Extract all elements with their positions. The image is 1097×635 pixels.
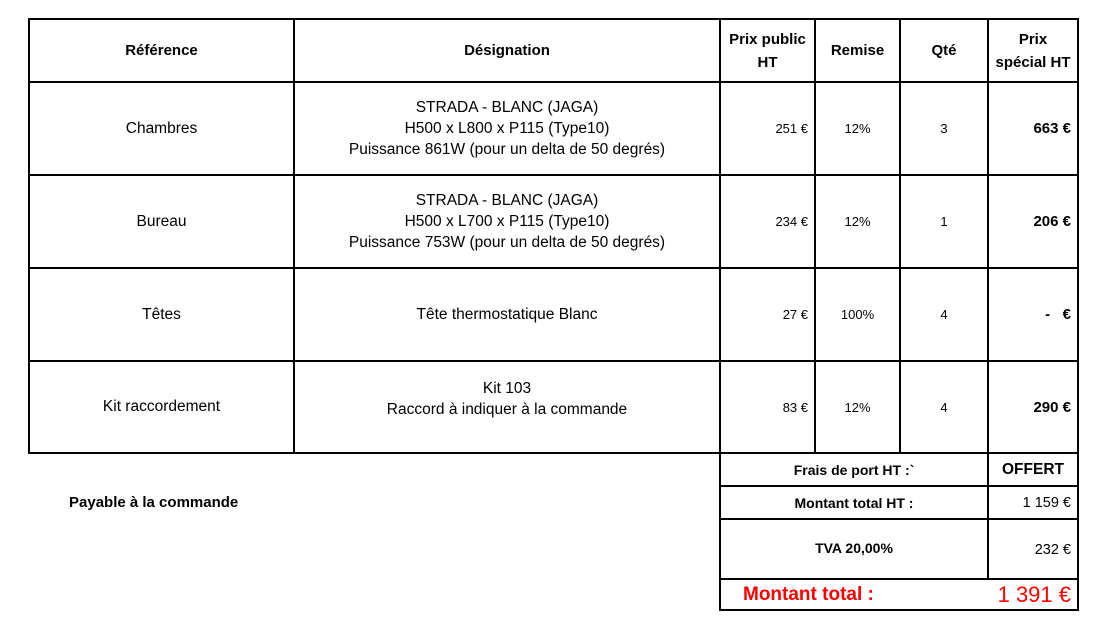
montant-ht-value bbox=[989, 487, 1077, 518]
row-prix-public bbox=[721, 83, 814, 174]
row-reference-text: Bureau bbox=[136, 212, 187, 230]
header-designation bbox=[295, 20, 719, 81]
row-remise bbox=[816, 83, 899, 174]
row-prix-public bbox=[721, 362, 814, 452]
header-remise-label: Remise bbox=[830, 42, 885, 59]
summary-divider bbox=[719, 578, 1079, 580]
row-reference bbox=[30, 83, 293, 174]
prix-special-value: - € bbox=[1045, 306, 1071, 323]
total-value-text: 1 391 € bbox=[997, 582, 1071, 607]
header-prix-special-line1: Prix bbox=[1018, 30, 1048, 48]
header-qte-label: Qté bbox=[931, 42, 957, 59]
prix-special-value: 663 € bbox=[1033, 120, 1071, 137]
qte-value: 3 bbox=[940, 121, 948, 136]
prix-public-value: 251 € bbox=[775, 121, 808, 136]
row-prix-special bbox=[989, 269, 1077, 360]
header-designation-label: Désignation bbox=[464, 42, 550, 59]
row-remise bbox=[816, 176, 899, 267]
prix-special-value: 206 € bbox=[1033, 213, 1071, 230]
row-prix-public bbox=[721, 269, 814, 360]
header-prix-public bbox=[721, 20, 814, 81]
row-qte bbox=[901, 362, 987, 452]
frais-port-label-text: Frais de port HT :` bbox=[793, 461, 915, 478]
header-reference-label: Référence bbox=[125, 42, 198, 59]
total-value bbox=[950, 582, 1071, 608]
row-designation bbox=[295, 269, 719, 360]
row-reference-text: Chambres bbox=[125, 119, 198, 137]
row-reference-text: Kit raccordement bbox=[102, 398, 221, 415]
designation-line: STRADA - BLANC (JAGA) bbox=[415, 99, 599, 116]
designation-line: Puissance 753W (pour un delta de 50 degrés) bbox=[348, 234, 666, 251]
frais-port-label bbox=[721, 454, 987, 485]
row-remise bbox=[816, 362, 899, 452]
remise-value: 12% bbox=[844, 399, 871, 415]
tva-label-text: TVA 20,00% bbox=[815, 540, 893, 556]
tva-value-text: 232 € bbox=[1034, 542, 1071, 558]
tva-value bbox=[989, 520, 1077, 578]
qte-value: 1 bbox=[940, 214, 948, 229]
row-reference-text: Têtes bbox=[142, 305, 181, 323]
header-prix-public-line1: Prix public bbox=[729, 30, 806, 48]
summary-border-bottom bbox=[719, 609, 1079, 611]
remise-value: 100% bbox=[840, 307, 875, 322]
montant-ht-label-text: Montant total HT : bbox=[794, 494, 914, 511]
row-qte bbox=[901, 83, 987, 174]
row-designation bbox=[295, 362, 719, 452]
tva-label bbox=[721, 520, 987, 578]
total-label-text: Montant total : bbox=[743, 584, 874, 605]
designation-line: H500 x L800 x P115 (Type10) bbox=[404, 120, 610, 137]
designation-line: Puissance 861W (pour un delta de 50 degrés) bbox=[348, 141, 666, 158]
qte-value: 4 bbox=[940, 307, 948, 322]
prix-public-value: 83 € bbox=[782, 399, 808, 415]
header-qte bbox=[901, 20, 987, 81]
designation-line: STRADA - BLANC (JAGA) bbox=[415, 192, 599, 209]
designation-line: Kit 103 bbox=[482, 380, 532, 397]
remise-value: 12% bbox=[844, 214, 871, 229]
row-prix-special bbox=[989, 83, 1077, 174]
remise-value: 12% bbox=[844, 121, 871, 136]
row-qte bbox=[901, 269, 987, 360]
payment-note bbox=[69, 494, 238, 511]
row-reference bbox=[30, 269, 293, 360]
montant-ht-value-text: 1 159 € bbox=[1022, 494, 1071, 511]
prix-public-value: 234 € bbox=[775, 214, 808, 229]
row-reference bbox=[30, 176, 293, 267]
header-remise bbox=[816, 20, 899, 81]
row-qte bbox=[901, 176, 987, 267]
row-designation bbox=[295, 176, 719, 267]
montant-ht-label bbox=[721, 487, 987, 518]
designation-line: Tête thermostatique Blanc bbox=[416, 306, 598, 323]
row-prix-special bbox=[989, 176, 1077, 267]
header-reference bbox=[30, 20, 293, 81]
header-prix-special bbox=[989, 20, 1077, 81]
header-prix-special-line2: spécial HT bbox=[995, 53, 1071, 71]
total-label bbox=[743, 584, 874, 606]
prix-special-value: 290 € bbox=[1033, 398, 1071, 416]
prix-public-value: 27 € bbox=[782, 307, 808, 322]
frais-port-value bbox=[989, 454, 1077, 485]
row-remise bbox=[816, 269, 899, 360]
header-prix-public-line2: HT bbox=[757, 53, 778, 71]
designation-line: H500 x L700 x P115 (Type10) bbox=[404, 213, 610, 230]
row-reference bbox=[30, 362, 293, 452]
frais-port-value-text: OFFERT bbox=[1002, 460, 1064, 478]
row-prix-special bbox=[989, 362, 1077, 452]
designation-line: Raccord à indiquer à la commande bbox=[386, 401, 628, 418]
row-prix-public bbox=[721, 176, 814, 267]
col-divider bbox=[1077, 18, 1079, 454]
row-designation bbox=[295, 83, 719, 174]
qte-value: 4 bbox=[940, 399, 948, 415]
summary-border-right bbox=[1077, 452, 1079, 611]
payment-note-text: Payable à la commande bbox=[69, 494, 239, 511]
